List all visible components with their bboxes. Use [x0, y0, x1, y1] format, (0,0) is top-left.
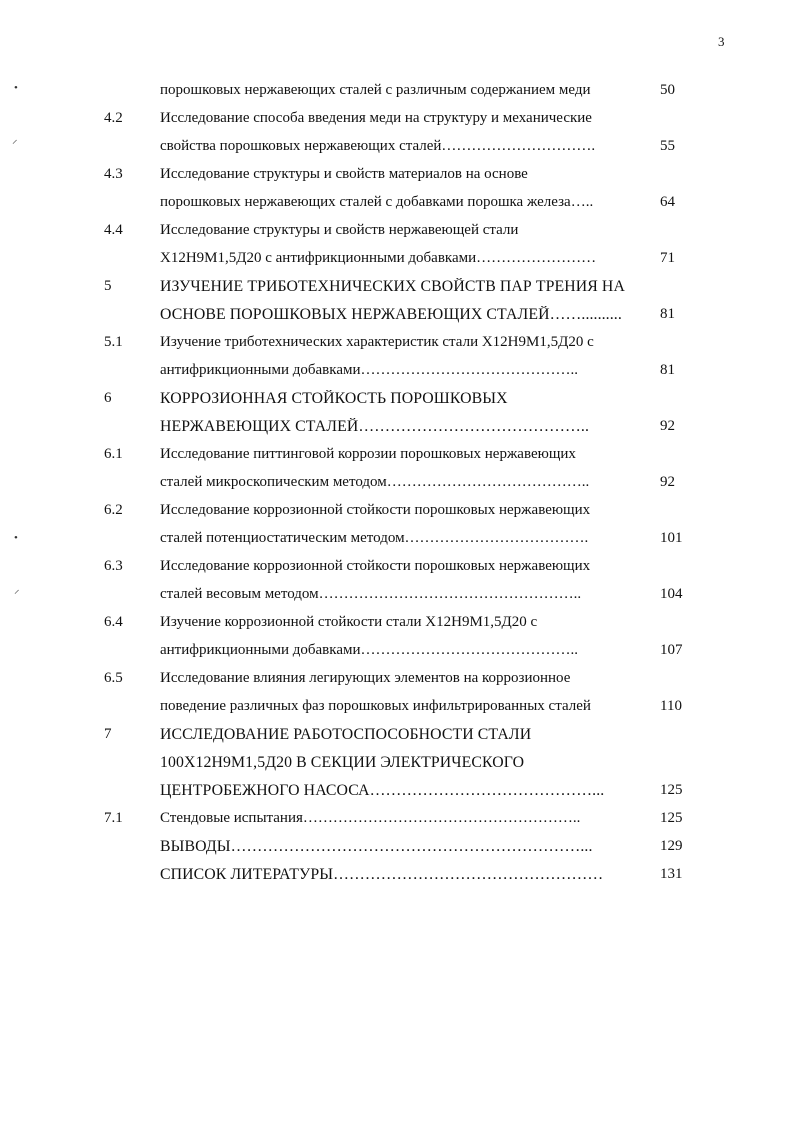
toc-entry: [0, 414, 792, 442]
toc-entry: [0, 526, 792, 554]
toc-page-number: 71: [660, 250, 675, 266]
toc-section-number: 5.1: [104, 334, 123, 350]
toc-entry: [0, 78, 792, 106]
toc-section-number: 6.5: [104, 670, 123, 686]
toc-entry-title: Изучение коррозионной стойкости стали Х12Н9М1,5Д20 с: [160, 614, 538, 630]
toc-entry: [0, 386, 792, 414]
toc-page-number: 101: [660, 530, 683, 546]
toc-section-number: 6.4: [104, 614, 123, 630]
toc-entry-title: антифрикционными добавками……………………………………..: [160, 642, 579, 658]
toc-entry-title: свойства порошковых нержавеющих сталей………………………….: [160, 138, 596, 154]
toc-entry: [0, 778, 792, 806]
toc-section-number: 4.4: [104, 222, 123, 238]
toc-entry-title: ИЗУЧЕНИЕ ТРИБОТЕХНИЧЕСКИХ СВОЙСТВ ПАР ТРЕНИЯ НА: [160, 278, 625, 295]
toc-page-number: 131: [660, 866, 683, 882]
toc-section-number: 6.1: [104, 446, 123, 462]
toc-entry: [0, 722, 792, 750]
toc-entry: [0, 190, 792, 218]
scan-mark: •: [14, 532, 18, 544]
toc-entry-title: Изучение триботехнических характеристик стали Х12Н9М1,5Д20 с: [160, 334, 594, 350]
toc-entry: [0, 218, 792, 246]
toc-entry: [0, 498, 792, 526]
toc-section-number: 7.1: [104, 810, 123, 826]
toc-entry-title: ВЫВОДЫ…………………………………………………………...: [160, 838, 593, 855]
toc-entry-title: Исследование коррозионной стойкости порошковых нержавеющих: [160, 558, 591, 574]
toc-entry-title: Стендовые испытания………………………………………………..: [160, 810, 581, 826]
toc-section-number: 7: [104, 726, 112, 742]
toc-page-number: 81: [660, 306, 675, 322]
toc-section-number: 6: [104, 390, 112, 406]
toc-entry: [0, 862, 792, 890]
toc-page-number: 64: [660, 194, 675, 210]
toc-page-number: 81: [660, 362, 675, 378]
toc-entry-title: Исследование питтинговой коррозии порошковых нержавеющих: [160, 446, 576, 462]
toc-entry-title: порошковых нержавеющих сталей с различным содержанием меди: [160, 82, 591, 98]
toc-entry: [0, 582, 792, 610]
toc-section-number: 4.2: [104, 110, 123, 126]
toc-entry-title: СПИСОК ЛИТЕРАТУРЫ……………………………………………: [160, 866, 604, 883]
table-of-contents: [0, 78, 792, 890]
toc-entry: [0, 610, 792, 638]
toc-entry-title: ЦЕНТРОБЕЖНОГО НАСОСА……………………………………...: [160, 782, 605, 799]
toc-entry: [0, 806, 792, 834]
toc-section-number: 4.3: [104, 166, 123, 182]
toc-entry: [0, 274, 792, 302]
toc-entry-title: антифрикционными добавками……………………………………..: [160, 362, 579, 378]
toc-entry: [0, 330, 792, 358]
toc-entry-title: Исследование структуры и свойств материалов на основе: [160, 166, 528, 182]
scan-mark: ⸝: [12, 134, 18, 146]
toc-page-number: 129: [660, 838, 683, 854]
toc-page-number: 125: [660, 782, 683, 798]
toc-page-number: 104: [660, 586, 683, 602]
toc-entry: [0, 106, 792, 134]
toc-entry-title: поведение различных фаз порошковых инфильтрированных сталей: [160, 698, 591, 714]
toc-entry: [0, 694, 792, 722]
toc-entry: [0, 162, 792, 190]
page-number: 3: [718, 34, 725, 49]
toc-entry-title: сталей микроскопическим методом…………………………………..: [160, 474, 590, 490]
toc-page-number: 107: [660, 642, 683, 658]
toc-entry-title: Исследование коррозионной стойкости порошковых нержавеющих: [160, 502, 591, 518]
toc-entry-title: 100Х12Н9М1,5Д20 В СЕКЦИИ ЭЛЕКТРИЧЕСКОГО: [160, 754, 525, 771]
toc-section-number: 6.3: [104, 558, 123, 574]
toc-entry: [0, 302, 792, 330]
toc-entry: [0, 834, 792, 862]
toc-page-number: 110: [660, 698, 682, 714]
toc-entry-title: Х12Н9М1,5Д20 с антифрикционными добавками……………………: [160, 250, 597, 266]
toc-entry: [0, 442, 792, 470]
toc-entry-title: порошковых нержавеющих сталей с добавками порошка железа…..: [160, 194, 594, 210]
scan-mark: •: [14, 82, 18, 94]
toc-section-number: 6.2: [104, 502, 123, 518]
toc-page-number: 50: [660, 82, 675, 98]
scan-mark: ⸝: [14, 584, 20, 596]
toc-entry: [0, 554, 792, 582]
toc-entry-title: ИССЛЕДОВАНИЕ РАБОТОСПОСОБНОСТИ СТАЛИ: [160, 726, 532, 743]
toc-entry-title: НЕРЖАВЕЮЩИХ СТАЛЕЙ……………………………………..: [160, 418, 590, 435]
toc-page-number: 92: [660, 418, 675, 434]
toc-entry: [0, 750, 792, 778]
toc-entry-title: КОРРОЗИОННАЯ СТОЙКОСТЬ ПОРОШКОВЫХ: [160, 390, 508, 407]
toc-entry: [0, 358, 792, 386]
toc-page-number: 55: [660, 138, 675, 154]
toc-entry-title: Исследование влияния легирующих элементов на коррозионное: [160, 670, 571, 686]
toc-entry-title: сталей потенциостатическим методом……………………………….: [160, 530, 589, 546]
toc-entry: [0, 470, 792, 498]
toc-entry: [0, 134, 792, 162]
toc-page-number: 92: [660, 474, 675, 490]
toc-section-number: 5: [104, 278, 112, 294]
toc-entry: [0, 666, 792, 694]
toc-entry: [0, 638, 792, 666]
toc-entry-title: ОСНОВЕ ПОРОШКОВЫХ НЕРЖАВЕЮЩИХ СТАЛЕЙ……..........: [160, 306, 622, 323]
toc-entry: [0, 246, 792, 274]
toc-page-number: 125: [660, 810, 683, 826]
toc-entry-title: сталей весовым методом……………………………………………..: [160, 586, 582, 602]
toc-entry-title: Исследование структуры и свойств нержавеющей стали: [160, 222, 519, 238]
toc-entry-title: Исследование способа введения меди на структуру и механические: [160, 110, 592, 126]
